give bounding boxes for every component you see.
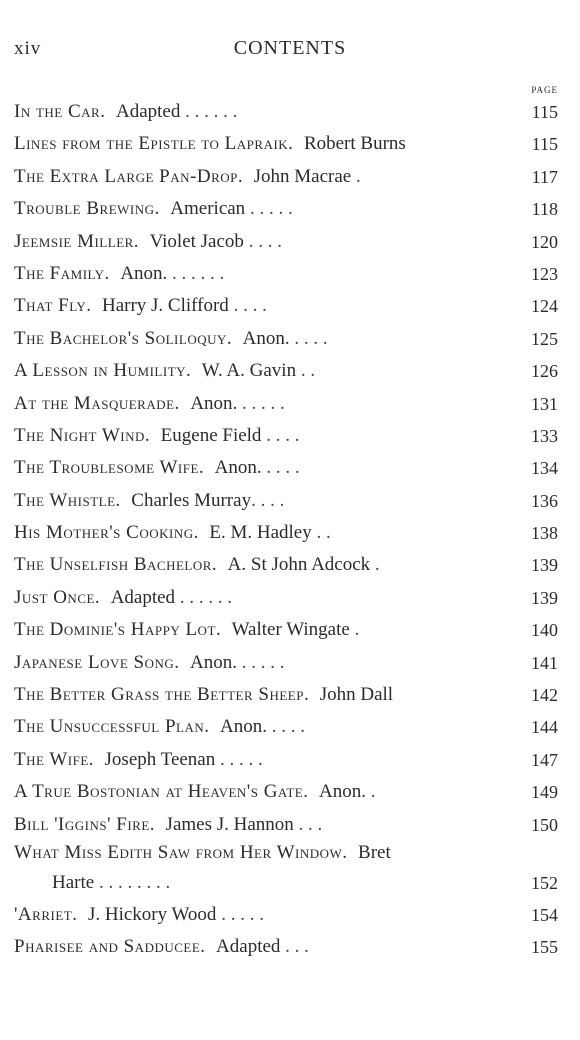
toc-entry — [0, 256, 580, 288]
entry-title: 'Arriet. — [14, 903, 78, 925]
entry-author: Anon. — [220, 716, 267, 738]
dot-leaders: . . . . . — [237, 651, 285, 673]
entry-title: The Night Wind. — [14, 424, 151, 446]
entry-author: Walter Wingate — [231, 619, 350, 641]
dot-leaders: . . . . . . — [180, 101, 238, 122]
entry-title: Lines from the Epistle to Lapraik. — [14, 133, 294, 155]
dot-leaders: . — [351, 165, 361, 187]
dot-leaders: . . . — [280, 936, 309, 958]
entry-page: 118 — [531, 199, 558, 220]
entry-page: 134 — [531, 458, 558, 479]
toc-entry — [0, 483, 580, 515]
entry-author: Robert Burns — [303, 133, 406, 155]
entry-title: What Miss Edith Saw from Her Window. — [14, 841, 348, 863]
toc-entry — [0, 386, 580, 418]
entry-title: The Family. — [14, 262, 110, 284]
dot-leaders: . — [365, 781, 376, 803]
toc-entry — [0, 929, 580, 961]
dot-leaders: . . . . . . . . — [94, 871, 171, 893]
toc-entry — [0, 94, 580, 126]
toc-entry — [0, 839, 580, 897]
toc-entry — [0, 191, 580, 223]
entry-title: The Unsuccessful Plan. — [14, 716, 210, 738]
entry-page: 125 — [531, 328, 558, 349]
toc-entry — [0, 224, 580, 256]
entry-author: A. St John Adcock — [227, 554, 371, 576]
page-column-header: PAGE — [531, 85, 558, 95]
entry-author: Adapted — [216, 936, 281, 958]
entry-title: The Wife. — [14, 748, 95, 770]
entry-author: John Macrae — [253, 165, 352, 187]
entry-author: Anon. — [242, 327, 290, 349]
entry-page: 138 — [531, 523, 558, 544]
entry-page: 115 — [531, 134, 558, 155]
toc-entry — [0, 515, 580, 547]
entry-author: Anon. — [319, 781, 366, 803]
entry-page: 144 — [531, 717, 558, 738]
entry-title: Trouble Brewing. — [14, 198, 160, 220]
entry-page: 117 — [531, 166, 558, 187]
entry-title: The Dominie's Happy Lot. — [14, 619, 222, 641]
entry-title: That Fly. — [14, 295, 92, 317]
toc-entry — [0, 742, 580, 774]
entry-author: John Dall — [319, 684, 394, 706]
entry-page: 139 — [531, 587, 558, 608]
entry-page: 133 — [531, 425, 558, 446]
dot-leaders: . . . . — [289, 327, 328, 349]
entry-page: 140 — [531, 620, 558, 641]
dot-leaders: . . . . — [261, 457, 300, 479]
dot-leaders: . . . — [293, 813, 323, 835]
entry-page: 123 — [531, 263, 558, 284]
entry-author: Adapted — [110, 586, 176, 608]
entry-author: W. A. Gavin — [201, 360, 297, 382]
entry-author: Anon. — [214, 457, 262, 479]
toc-entry — [0, 288, 580, 320]
dot-leaders: . . . . . — [237, 392, 285, 414]
entry-author: American — [170, 198, 246, 220]
toc-entry — [0, 450, 580, 482]
entry-page: 126 — [531, 361, 558, 382]
entry-title: At the Masquerade. — [14, 392, 180, 414]
entry-title: His Mother's Cooking. — [14, 522, 199, 544]
dot-leaders: . . . . — [251, 489, 285, 511]
entry-title: In the Car. — [14, 101, 106, 122]
entry-page: 147 — [531, 749, 558, 770]
toc-entry — [0, 126, 580, 158]
dot-leaders: . . . . . . — [175, 586, 233, 608]
toc-entry — [0, 807, 580, 839]
entry-title: The Unselfish Bachelor. — [14, 554, 218, 576]
toc-entry — [0, 612, 580, 644]
entry-author: E. M. Hadley — [209, 522, 312, 544]
dot-leaders: . . . . . . — [167, 262, 225, 284]
entry-title: Just Once. — [14, 586, 101, 608]
dot-leaders: . . . . . — [215, 748, 263, 770]
entry-author: Eugene Field — [160, 424, 262, 446]
page-title: CONTENTS — [233, 37, 347, 59]
entry-author: Violet Jacob — [149, 230, 244, 252]
entry-title: A True Bostonian at Heaven's Gate. — [14, 781, 309, 803]
entry-author: Joseph Teenan — [104, 748, 216, 770]
entry-title: Pharisee and Sadducee. — [14, 936, 206, 958]
entry-page: 136 — [531, 490, 558, 511]
dot-leaders: . . . . . — [245, 198, 293, 220]
dot-leaders: . . . . — [228, 295, 267, 317]
toc-entry — [0, 159, 580, 191]
entry-author: Anon. — [190, 651, 237, 673]
toc-entry — [0, 547, 580, 579]
entry-author: James J. Hannon — [165, 813, 294, 835]
dot-leaders: . — [349, 619, 360, 641]
entry-page: 139 — [531, 555, 558, 576]
toc-entry — [0, 418, 580, 450]
entry-author: Harry J. Clifford — [101, 295, 229, 317]
toc-entry — [0, 677, 580, 709]
entry-page: 155 — [531, 937, 558, 958]
entry-title: A Lesson in Humility. — [14, 360, 192, 382]
toc-entry — [0, 774, 580, 806]
dot-leaders: . . . . — [243, 230, 282, 252]
entry-title: The Bachelor's Soliloquy. — [14, 327, 233, 349]
toc-entry — [0, 321, 580, 353]
entry-page: 131 — [531, 393, 558, 414]
entry-title: The Better Grass the Better Sheep. — [14, 684, 310, 706]
entry-page: 154 — [531, 904, 558, 925]
entry-page: 149 — [531, 782, 558, 803]
dot-leaders: . . — [311, 522, 331, 544]
entry-author: Anon. — [190, 392, 238, 414]
entry-page: 141 — [531, 652, 558, 673]
entry-title: Japanese Love Song. — [14, 651, 180, 673]
entry-title: The Extra Large Pan-Drop. — [14, 165, 244, 187]
entry-page: 124 — [531, 296, 558, 317]
dot-leaders: . . . . . — [216, 903, 264, 925]
dot-leaders: . . — [296, 360, 316, 382]
toc-entry — [0, 897, 580, 929]
entry-title: The Troublesome Wife. — [14, 457, 205, 479]
entry-author: Bret — [358, 841, 391, 863]
entry-title: Jeemsie Miller. — [14, 230, 140, 252]
entry-page: 142 — [531, 685, 558, 706]
toc-entry — [0, 645, 580, 677]
entry-author: Anon. — [120, 262, 168, 284]
entry-author: Adapted — [115, 101, 181, 122]
contents-list — [0, 94, 580, 962]
dot-leaders: . . . . — [261, 424, 300, 446]
toc-entry — [0, 580, 580, 612]
toc-entry — [0, 353, 580, 385]
toc-entry — [0, 709, 580, 741]
entry-page: 120 — [531, 231, 558, 252]
dot-leaders: . — [370, 554, 380, 576]
entry-page: 115 — [531, 102, 558, 122]
entry-page: 152 — [531, 872, 558, 893]
entry-author: J. Hickory Wood — [87, 903, 217, 925]
entry-page: 150 — [531, 814, 558, 835]
dot-leaders: . . . . — [266, 716, 305, 738]
page-number: xiv — [14, 38, 42, 59]
entry-title: The Whistle. — [14, 489, 121, 511]
entry-author-continued: Harte — [52, 871, 95, 893]
entry-title: Bill 'Iggins' Fire. — [14, 813, 156, 835]
entry-author: Charles Murray — [131, 489, 252, 511]
